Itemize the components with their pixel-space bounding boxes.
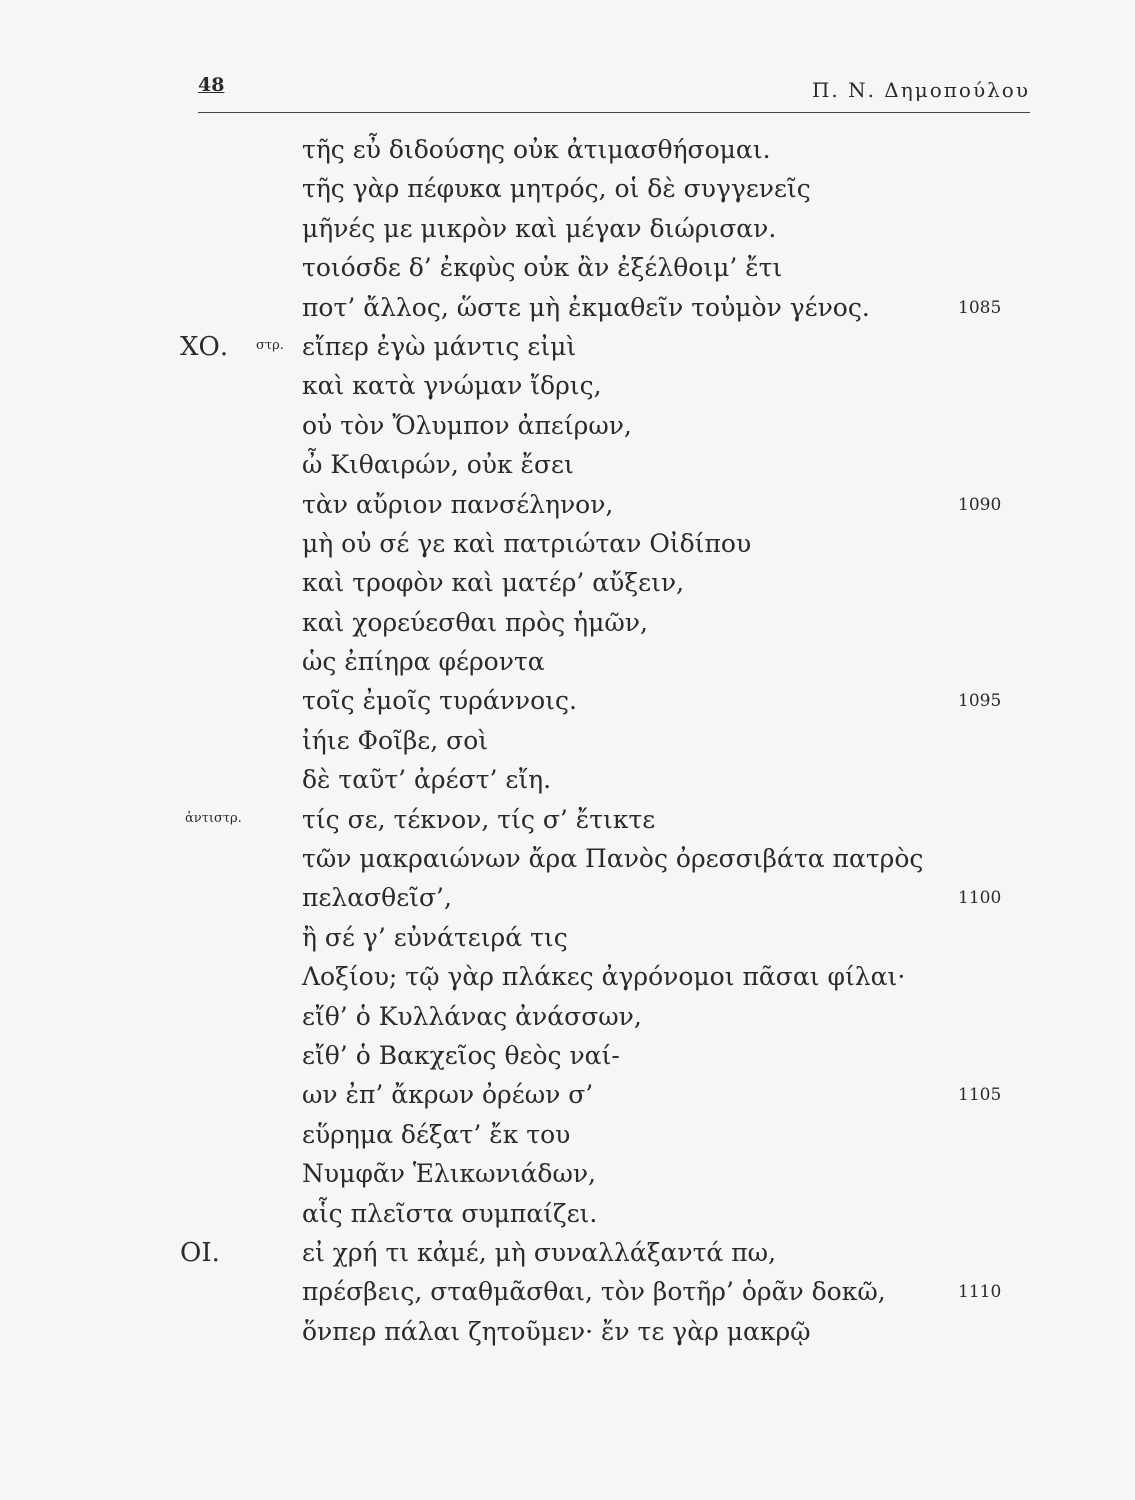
verse-line — [0, 1115, 1135, 1154]
verse-line — [0, 997, 1135, 1036]
verse-line — [0, 1036, 1135, 1075]
verse-line — [0, 169, 1135, 208]
verse-line — [0, 603, 1135, 642]
verse-line — [0, 878, 1135, 917]
verse-block — [0, 130, 1135, 1351]
verse-text: καὶ κατὰ γνώμαν ἴδρις, — [302, 371, 602, 401]
verse-line — [0, 760, 1135, 799]
verse-line — [0, 485, 1135, 524]
verse-text: ποτ’ ἄλλος, ὥστε μὴ ἐκμαθεῖν τοὐμὸν γένος. — [302, 292, 870, 322]
verse-text: Λοξίου; τῷ γὰρ πλάκες ἀγρόνομοι πᾶσαι φίλαι· — [302, 962, 906, 992]
verse-line — [0, 721, 1135, 760]
line-number: 1100 — [958, 888, 1002, 909]
verse-line — [0, 1233, 1135, 1272]
verse-text: πελασθεῖσ’, — [302, 883, 452, 913]
verse-text: οὐ τὸν Ὄλυμπον ἀπείρων, — [302, 410, 632, 440]
verse-text: μὴ οὐ σέ γε καὶ πατριώταν Οἰδίπου — [302, 528, 752, 558]
verse-line — [0, 800, 1135, 839]
strophe-marker: στρ. — [256, 337, 284, 353]
verse-text: ὦ Κιθαιρών, οὐκ ἔσει — [302, 450, 574, 480]
verse-line — [0, 1194, 1135, 1233]
verse-text: εἰ χρή τι κἀμέ, μὴ συναλλάξαντά πω, — [302, 1237, 777, 1267]
verse-text: ὡς ἐπίηρα φέροντα — [302, 647, 545, 677]
verse-text: τοιόσδε δ’ ἐκφὺς οὐκ ἂν ἐξέλθοιμ’ ἔτι — [302, 253, 783, 283]
verse-text: ὅνπερ πάλαι ζητοῦμεν· ἔν τε γὰρ μακρῷ — [302, 1316, 811, 1346]
verse-text: Νυμφᾶν Ἑλικωνιάδων, — [302, 1159, 597, 1189]
strophe-marker: ἀντιστρ. — [185, 810, 242, 826]
running-head: Π. Ν. Δημοπούλου — [811, 78, 1030, 102]
verse-text: πρέσβεις, σταθμᾶσθαι, τὸν βοτῆρ’ ὁρᾶν δοκῶ, — [302, 1277, 886, 1307]
verse-line — [0, 327, 1135, 366]
verse-line — [0, 130, 1135, 169]
verse-line — [0, 445, 1135, 484]
line-number: 1085 — [958, 297, 1002, 318]
verse-line — [0, 918, 1135, 957]
verse-text: τῆς εὖ διδούσης οὐκ ἀτιμασθήσομαι. — [302, 135, 771, 164]
verse-line — [0, 681, 1135, 720]
line-number: 1095 — [958, 691, 1002, 712]
verse-line — [0, 642, 1135, 681]
line-number: 1105 — [958, 1085, 1002, 1106]
speaker-label: ΧΟ. — [180, 331, 229, 362]
verse-line — [0, 209, 1135, 248]
verse-text: καὶ χορεύεσθαι πρὸς ἡμῶν, — [302, 607, 648, 637]
verse-text: τοῖς ἐμοῖς τυράννοις. — [302, 686, 577, 716]
verse-text: ἰήιε Φοῖβε, σοὶ — [302, 725, 489, 755]
verse-line — [0, 839, 1135, 878]
verse-line — [0, 248, 1135, 287]
verse-line — [0, 957, 1135, 996]
verse-line — [0, 1154, 1135, 1193]
verse-text: τὰν αὔριον πανσέληνον, — [302, 489, 614, 519]
verse-text: ων ἐπ’ ἄκρων ὀρέων σ’ — [302, 1080, 594, 1110]
verse-line — [0, 1312, 1135, 1351]
verse-text: τῆς γὰρ πέφυκα μητρός, οἱ δὲ συγγενεῖς — [302, 174, 811, 204]
verse-text: εἴπερ ἐγὼ μάντις εἰμὶ — [302, 331, 577, 361]
verse-line — [0, 1272, 1135, 1311]
verse-line — [0, 524, 1135, 563]
verse-text: αἷς πλεῖστα συμπαίζει. — [302, 1198, 598, 1228]
verse-text: εἴθ’ ὁ Κυλλάνας ἀνάσσων, — [302, 1001, 642, 1031]
line-number: 1110 — [958, 1282, 1002, 1303]
verse-text: μῆνές με μικρὸν καὶ μέγαν διώρισαν. — [302, 213, 777, 243]
verse-line — [0, 288, 1135, 327]
verse-line — [0, 366, 1135, 405]
verse-line — [0, 1075, 1135, 1114]
verse-text: τίς σε, τέκνον, τίς σ’ ἔτικτε — [302, 804, 656, 834]
line-number: 1090 — [958, 494, 1002, 515]
verse-text: δὲ ταῦτ’ ἀρέστ’ εἴη. — [302, 765, 552, 795]
speaker-label: ΟΙ. — [180, 1237, 220, 1268]
page-number: 48 — [198, 74, 225, 96]
verse-line — [0, 563, 1135, 602]
verse-text: καὶ τροφὸν καὶ ματέρ’ αὔξειν, — [302, 568, 685, 598]
verse-line — [0, 406, 1135, 445]
verse-text: εὕρημα δέξατ’ ἔκ του — [302, 1119, 571, 1149]
verse-text: ἢ σέ γ’ εὐνάτειρά τις — [302, 922, 568, 952]
verse-text: εἴθ’ ὁ Βακχεῖος θεὸς ναί- — [302, 1040, 620, 1070]
page-header — [198, 62, 1030, 113]
verse-text: τῶν μακραιώνων ἄρα Πανὸς ὀρεσσιβάτα πατρὸς — [302, 844, 924, 874]
